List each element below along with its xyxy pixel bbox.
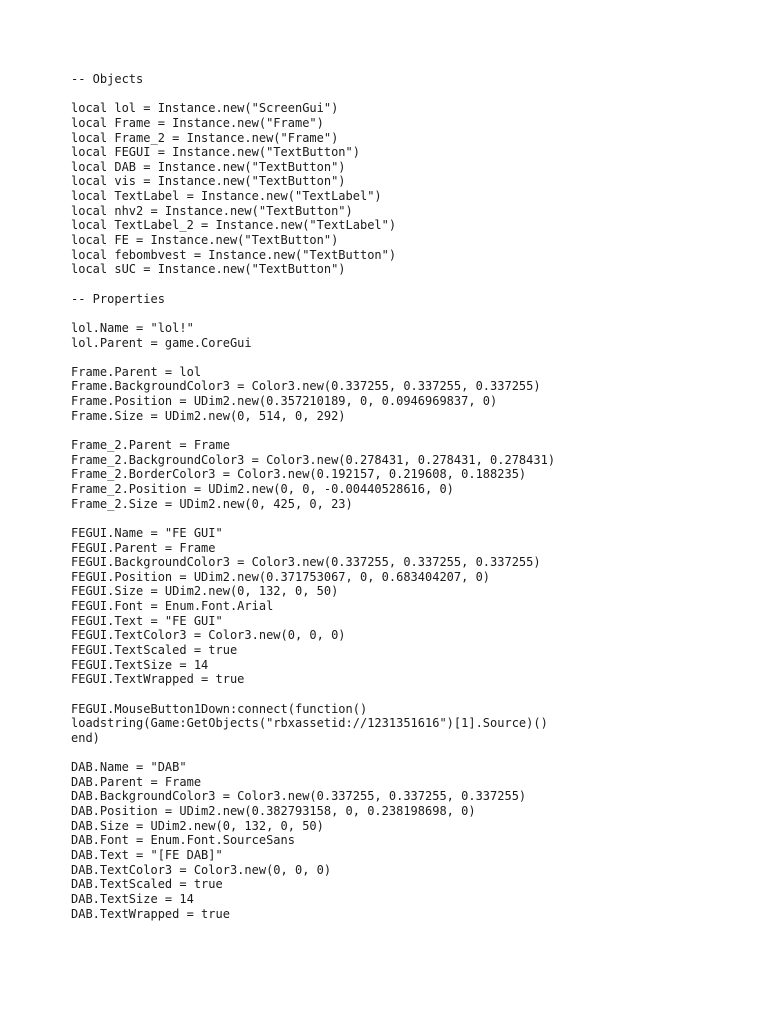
code-line: Frame_2.Position = UDim2.new(0, 0, -0.00440528616, 0) — [71, 481, 454, 496]
code-line: lol.Name = "lol!" — [71, 320, 194, 335]
code-line: DAB.TextScaled = true — [71, 877, 223, 892]
code-line: local DAB = Instance.new("TextButton") — [71, 159, 346, 174]
code-line: local lol = Instance.new("ScreenGui") — [71, 101, 339, 116]
blank-line — [71, 350, 555, 365]
code-line: local sUC = Instance.new("TextButton") — [71, 262, 346, 277]
code-line: DAB.Size = UDim2.new(0, 132, 0, 50) — [71, 818, 324, 833]
blank-line — [71, 745, 555, 760]
code-line: DAB.TextColor3 = Color3.new(0, 0, 0) — [71, 862, 332, 877]
code-line: Frame.Parent = lol — [71, 364, 202, 379]
code-line: FEGUI.BackgroundColor3 = Color3.new(0.337255, 0.337255, 0.337255) — [71, 555, 541, 570]
code-line: -- Objects — [71, 72, 144, 86]
code-line: lol.Parent = game.CoreGui — [71, 335, 252, 350]
code-line: local febombvest = Instance.new("TextButton") — [71, 247, 397, 262]
code-line: FEGUI.Text = "FE GUI" — [71, 613, 223, 628]
code-line: FEGUI.TextScaled = true — [71, 642, 238, 657]
blank-line — [71, 687, 555, 702]
blank-line — [71, 277, 555, 292]
code-line: local FE = Instance.new("TextButton") — [71, 233, 339, 248]
code-line: DAB.BackgroundColor3 = Color3.new(0.337255, 0.337255, 0.337255) — [71, 789, 527, 804]
code-line: local TextLabel_2 = Instance.new("TextLabel") — [71, 218, 397, 233]
code-line: Frame.Size = UDim2.new(0, 514, 0, 292) — [71, 408, 346, 423]
code-line: FEGUI.Size = UDim2.new(0, 132, 0, 50) — [71, 584, 339, 599]
code-line: DAB.TextSize = 14 — [71, 891, 194, 906]
blank-line — [71, 306, 555, 321]
blank-line — [71, 423, 555, 438]
code-line: DAB.Font = Enum.Font.SourceSans — [71, 833, 295, 848]
code-line: -- Properties — [71, 291, 165, 306]
code-line: Frame_2.BackgroundColor3 = Color3.new(0.278431, 0.278431, 0.278431) — [71, 452, 556, 467]
code-line: local TextLabel = Instance.new("TextLabel") — [71, 189, 382, 204]
blank-line — [71, 87, 555, 102]
code-line: DAB.Name = "DAB" — [71, 760, 187, 775]
code-line: Frame_2.Size = UDim2.new(0, 425, 0, 23) — [71, 496, 353, 511]
code-line: DAB.TextWrapped = true — [71, 906, 230, 921]
code-line: FEGUI.Position = UDim2.new(0.371753067, 0, 0.683404207, 0) — [71, 569, 491, 584]
code-line: FEGUI.TextColor3 = Color3.new(0, 0, 0) — [71, 628, 346, 643]
code-line: DAB.Text = "[FE DAB]" — [71, 847, 223, 862]
code-line: FEGUI.Parent = Frame — [71, 540, 216, 555]
code-block — [71, 72, 555, 921]
code-line: Frame.Position = UDim2.new(0.357210189, 0, 0.0946969837, 0) — [71, 394, 498, 409]
code-line: FEGUI.TextWrapped = true — [71, 672, 245, 687]
code-line: local Frame_2 = Instance.new("Frame") — [71, 130, 339, 145]
code-line: local vis = Instance.new("TextButton") — [71, 174, 346, 189]
code-line: Frame_2.Parent = Frame — [71, 438, 230, 453]
blank-line — [71, 511, 555, 526]
code-line: local nhv2 = Instance.new("TextButton") — [71, 203, 353, 218]
code-line: FEGUI.Font = Enum.Font.Arial — [71, 599, 274, 614]
code-line: Frame.BackgroundColor3 = Color3.new(0.337255, 0.337255, 0.337255) — [71, 379, 541, 394]
code-line: DAB.Parent = Frame — [71, 774, 202, 789]
code-line: Frame_2.BorderColor3 = Color3.new(0.192157, 0.219608, 0.188235) — [71, 467, 527, 482]
code-line: end) — [71, 730, 100, 745]
code-line: DAB.Position = UDim2.new(0.382793158, 0, 0.238198698, 0) — [71, 804, 476, 819]
code-line: FEGUI.Name = "FE GUI" — [71, 525, 223, 540]
code-line: loadstring(Game:GetObjects("rbxassetid://1231351616")[1].Source)() — [71, 716, 548, 731]
code-line: local FEGUI = Instance.new("TextButton") — [71, 145, 360, 160]
code-line: FEGUI.MouseButton1Down:connect(function() — [71, 701, 368, 716]
code-line: FEGUI.TextSize = 14 — [71, 657, 209, 672]
code-line: local Frame = Instance.new("Frame") — [71, 115, 324, 130]
